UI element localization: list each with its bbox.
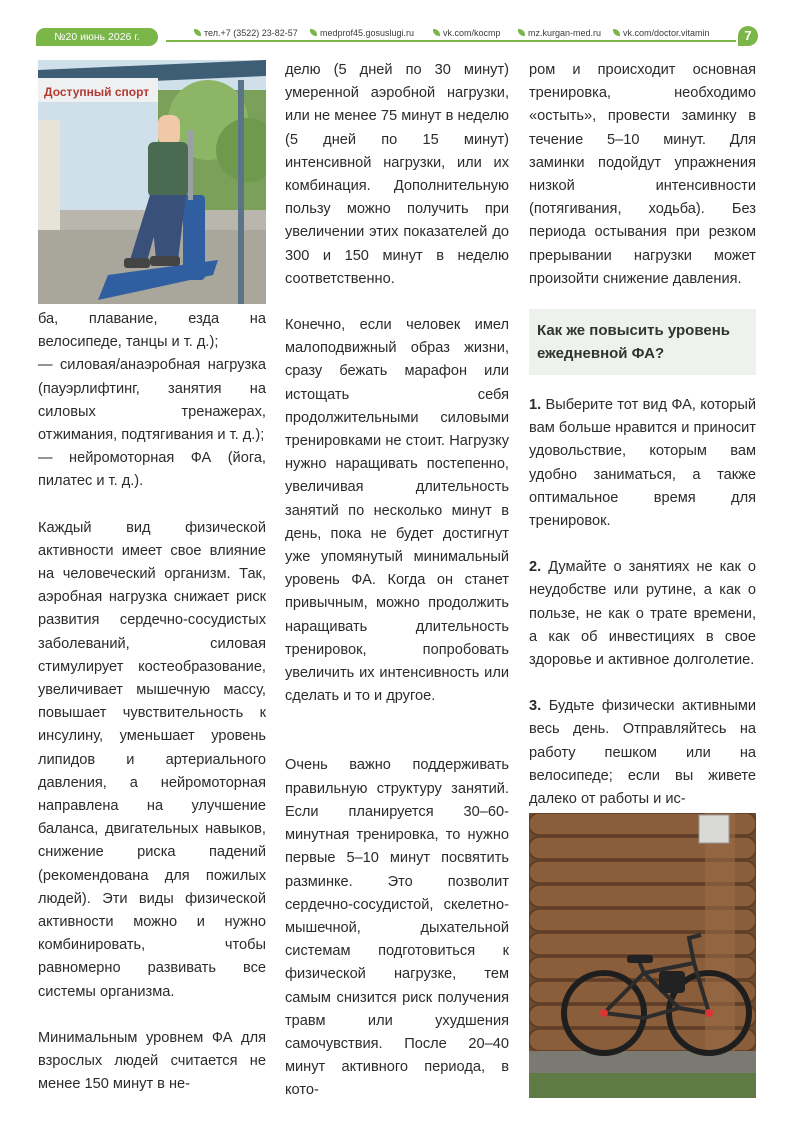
text-paragraph: делю (5 дней по 30 минут) умеренной аэробной нагрузки, или не менее 75 минут в неделю (5 дней по 15 минут) интенсивной нагрузки, или их комбинация. Дополнительную пользу можно получить при увеличении этих показателей до 300 и 150 минут в неделю соответственно. xyxy=(285,62,509,287)
text-paragraph: Конечно, если человек имел малоподвижный образ жизни, сразу бежать марафон или истощать себя продолжительными силовыми тренировками не стоит. Нагрузку нужно наращивать постепенно, увеличивая длительность занятий по несколько минут в день, пока не будет достигнут уже упомянутый минимальный уровень ФА. Когда он станет привычным, можно продолжить наращивать длительность тренировок, попробовать увеличить их интенсивность или сделать и то и другое. xyxy=(285,317,509,705)
contact-phone: тел.+7 (3522) 23-82-57 xyxy=(194,27,298,39)
text-paragraph: Минимальным уровнем ФА для взрослых людей считается не менее 150 минут в не- xyxy=(38,1029,266,1093)
text-paragraph: ром и происходит основная тренировка, необходимо «остыть», провести заминку в течение 5–10 минут. Для заминки подойдут упражнения низкой интенсивности (потягивания, ходьба). Без периода остывания при резком прерывании нагрузки может произойти снижение давления. xyxy=(529,62,756,287)
photo-outdoor-trainer xyxy=(38,60,266,304)
tip-text: Выберите тот вид ФА, который вам больше нравится и приносит удовольствие, которым вам удобно заниматься, а также оптимальное время для тренировок. xyxy=(529,397,756,530)
contact-mz-site[interactable]: mz.kurgan-med.ru xyxy=(518,27,601,39)
leaf-icon xyxy=(613,29,620,36)
tip-2 xyxy=(529,556,756,672)
tip-1 xyxy=(529,394,756,533)
list-item: — нейромоторная ФА (йога, пилатес и т. д.). xyxy=(38,450,266,490)
issue-badge: №20 июнь 2026 г. xyxy=(36,28,158,46)
contact-vk-doctor[interactable]: vk.com/doctor.vitamin xyxy=(613,27,710,39)
tip-number: 2. xyxy=(529,559,542,576)
text-paragraph: Очень важно поддерживать правильную структуру занятий. Если планируется 30–60-минутная тренировка, то нужно первые 5–10 минут посвятить разминке. Это позволит сердечно-сосудистой, скелетно-мышечной, дыхательной системам подготовиться к физической нагрузке, тем самым снизится риск получения травм или ухудшения самочувствия. После 20–40 минут активного периода, в кото- xyxy=(285,757,509,1099)
tip-number: 3. xyxy=(529,698,542,715)
tip-3 xyxy=(529,695,756,811)
column-3 xyxy=(529,59,756,811)
contact-site[interactable]: medprof45.gosuslugi.ru xyxy=(310,27,414,39)
list-item: — силовая/анаэробная нагрузка (пауэрлифтинг, занятия на силовых тренажерах, отжимания, подтягивания и т. д.); xyxy=(38,357,266,444)
tip-text: Думайте о занятиях не как о неудобстве или рутине, а как о пользе, не как о трате времени, а как об инвестициях в свое здоровье и активное долголетие. xyxy=(529,559,756,669)
leaf-icon xyxy=(194,29,201,36)
header-rule xyxy=(166,40,736,42)
tip-number: 1. xyxy=(529,397,542,414)
column-1 xyxy=(38,308,266,1097)
page-header xyxy=(36,26,758,48)
tip-text: Будьте физически активными весь день. Отправляйтесь на работу пешком или на велосипеде; если вы живете далеко от работы и ис- xyxy=(529,698,756,808)
column-2 xyxy=(285,59,509,1103)
leaf-icon xyxy=(518,29,525,36)
text-paragraph: ба, плавание, езда на велосипеде, танцы и т. д.); xyxy=(38,311,266,351)
leaf-icon xyxy=(433,29,440,36)
page-number: 7 xyxy=(738,26,758,46)
section-heading: Как же повысить уровень ежедневной ФА? xyxy=(529,309,756,375)
photo-bicycle xyxy=(529,813,756,1098)
leaf-icon xyxy=(310,29,317,36)
contact-vk-kocmp[interactable]: vk.com/kocmp xyxy=(433,27,501,39)
outdoor-trainer-illustration xyxy=(38,60,266,304)
sign-text: Доступный спорт xyxy=(44,85,150,99)
bicycle-illustration xyxy=(529,813,756,1098)
text-paragraph: Каждый вид физической активности имеет свое влияние на человеческий организм. Так, аэробная нагрузка снижает риск развития сердечно-сосудистых заболеваний, силовая стимулирует костеобразование, увеличивает мышечную массу, повышает чувствительность к инсулину, уменьшает уровень липидов и артериального давления, а нейромоторная направлена на улучшение баланса, двигательных навыков, снижение риска падений (рекомендована для пожилых людей). Эти виды физической активности можно и нужно комбинировать, чтобы равномерно развивать все системы организма. xyxy=(38,519,266,1000)
